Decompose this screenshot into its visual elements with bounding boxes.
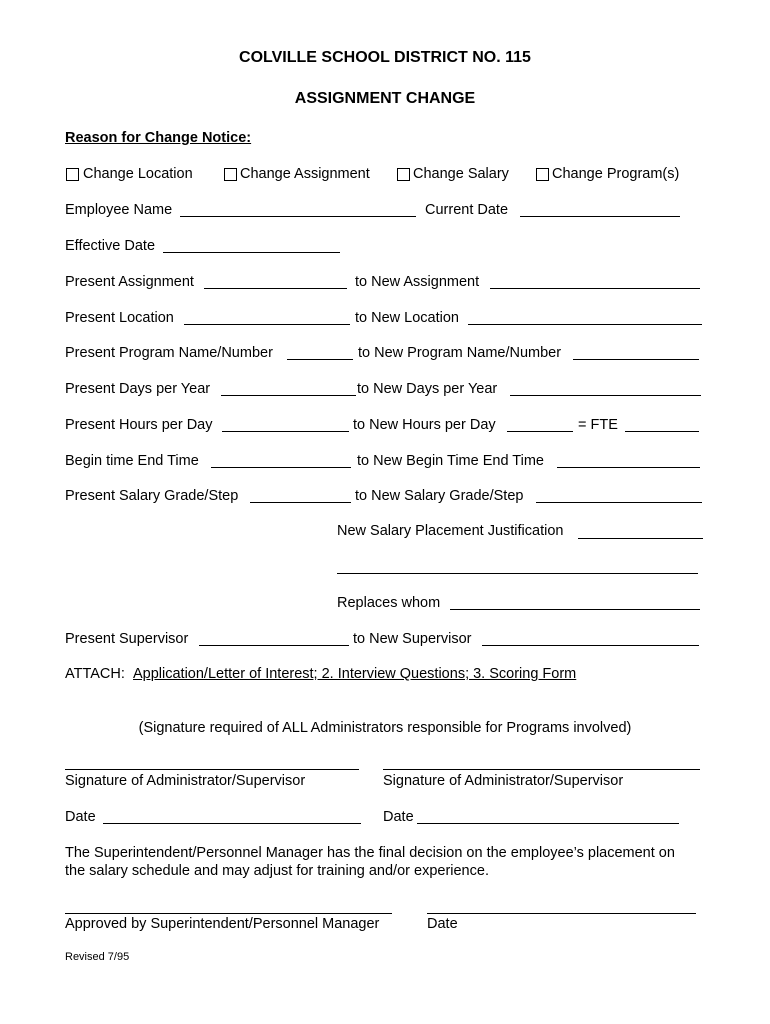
reason-label: Reason for Change Notice: (65, 130, 252, 146)
present-assignment-label: Present Assignment (65, 274, 194, 290)
signature-note: (Signature required of ALL Administrators responsible for Programs involved) (138, 720, 632, 736)
change-salary-checkbox[interactable] (397, 168, 410, 181)
present-days-field[interactable] (221, 395, 356, 396)
employee-name-field[interactable] (180, 216, 416, 217)
date-left-label: Date (65, 809, 96, 825)
change-assignment-checkbox[interactable] (224, 168, 237, 181)
present-program-field[interactable] (287, 359, 353, 360)
new-program-label: to New Program Name/Number (358, 345, 562, 361)
new-salary-label: to New Salary Grade/Step (355, 488, 524, 504)
justification-field-line-2[interactable] (337, 573, 698, 574)
new-assignment-label: to New Assignment (355, 274, 480, 290)
new-days-field[interactable] (510, 395, 701, 396)
present-days-label: Present Days per Year (65, 381, 211, 397)
new-supervisor-field[interactable] (482, 645, 699, 646)
effective-date-label: Effective Date (65, 238, 156, 254)
new-begin-end-label: to New Begin Time End Time (357, 453, 544, 469)
new-begin-end-field[interactable] (557, 467, 700, 468)
attach-items: Application/Letter of Interest; 2. Interview Questions; 3. Scoring Form (133, 666, 577, 682)
change-programs-checkbox[interactable] (536, 168, 549, 181)
effective-date-field[interactable] (163, 252, 340, 253)
new-salary-field[interactable] (536, 502, 702, 503)
approved-by-label: Approved by Superintendent/Personnel Manager (65, 916, 380, 932)
fte-label: = FTE (578, 417, 618, 433)
present-supervisor-label: Present Supervisor (65, 631, 189, 647)
present-program-label: Present Program Name/Number (65, 345, 273, 361)
begin-end-field[interactable] (211, 467, 351, 468)
begin-end-label: Begin time End Time (65, 453, 199, 469)
replaces-label: Replaces whom (337, 595, 441, 611)
present-hours-label: Present Hours per Day (65, 417, 213, 433)
new-location-field[interactable] (468, 324, 702, 325)
new-hours-label: to New Hours per Day (353, 417, 496, 433)
new-hours-field[interactable] (507, 431, 573, 432)
current-date-label: Current Date (425, 202, 509, 218)
current-date-field[interactable] (520, 216, 680, 217)
signature-left-field[interactable] (65, 769, 359, 770)
present-assignment-field[interactable] (204, 288, 347, 289)
new-assignment-field[interactable] (490, 288, 700, 289)
present-salary-field[interactable] (250, 502, 351, 503)
date-right-field[interactable] (417, 823, 679, 824)
new-program-field[interactable] (573, 359, 699, 360)
approval-signature-field[interactable] (65, 913, 392, 914)
change-salary-label: Change Salary (413, 166, 509, 182)
change-assignment-label: Change Assignment (240, 166, 370, 182)
present-location-field[interactable] (184, 324, 350, 325)
replaces-field[interactable] (450, 609, 700, 610)
statement-line-2: the salary schedule and may adjust for training and/or experience. (65, 863, 489, 879)
present-salary-label: Present Salary Grade/Step (65, 488, 239, 504)
approval-date-label: Date (427, 916, 458, 932)
attach-label: ATTACH: (65, 666, 125, 682)
revised-note: Revised 7/95 (65, 951, 130, 963)
employee-name-label: Employee Name (65, 202, 173, 218)
date-right-label: Date (383, 809, 414, 825)
signature-left-label: Signature of Administrator/Supervisor (65, 773, 306, 789)
change-location-checkbox[interactable] (66, 168, 79, 181)
new-supervisor-label: to New Supervisor (353, 631, 472, 647)
district-title: COLVILLE SCHOOL DISTRICT NO. 115 (239, 49, 531, 66)
change-programs-label: Change Program(s) (552, 166, 680, 182)
present-location-label: Present Location (65, 310, 174, 326)
form-title: ASSIGNMENT CHANGE (294, 90, 476, 107)
present-hours-field[interactable] (222, 431, 349, 432)
change-location-label: Change Location (83, 166, 193, 182)
signature-right-field[interactable] (383, 769, 700, 770)
justification-label: New Salary Placement Justification (337, 523, 564, 539)
fte-field[interactable] (625, 431, 699, 432)
statement-line-1: The Superintendent/Personnel Manager has the final decision on the employee’s placement on (65, 845, 675, 861)
approval-date-field[interactable] (427, 913, 696, 914)
present-supervisor-field[interactable] (199, 645, 349, 646)
signature-right-label: Signature of Administrator/Supervisor (383, 773, 624, 789)
date-left-field[interactable] (103, 823, 361, 824)
new-location-label: to New Location (355, 310, 459, 326)
new-days-label: to New Days per Year (357, 381, 498, 397)
justification-field[interactable] (578, 538, 703, 539)
